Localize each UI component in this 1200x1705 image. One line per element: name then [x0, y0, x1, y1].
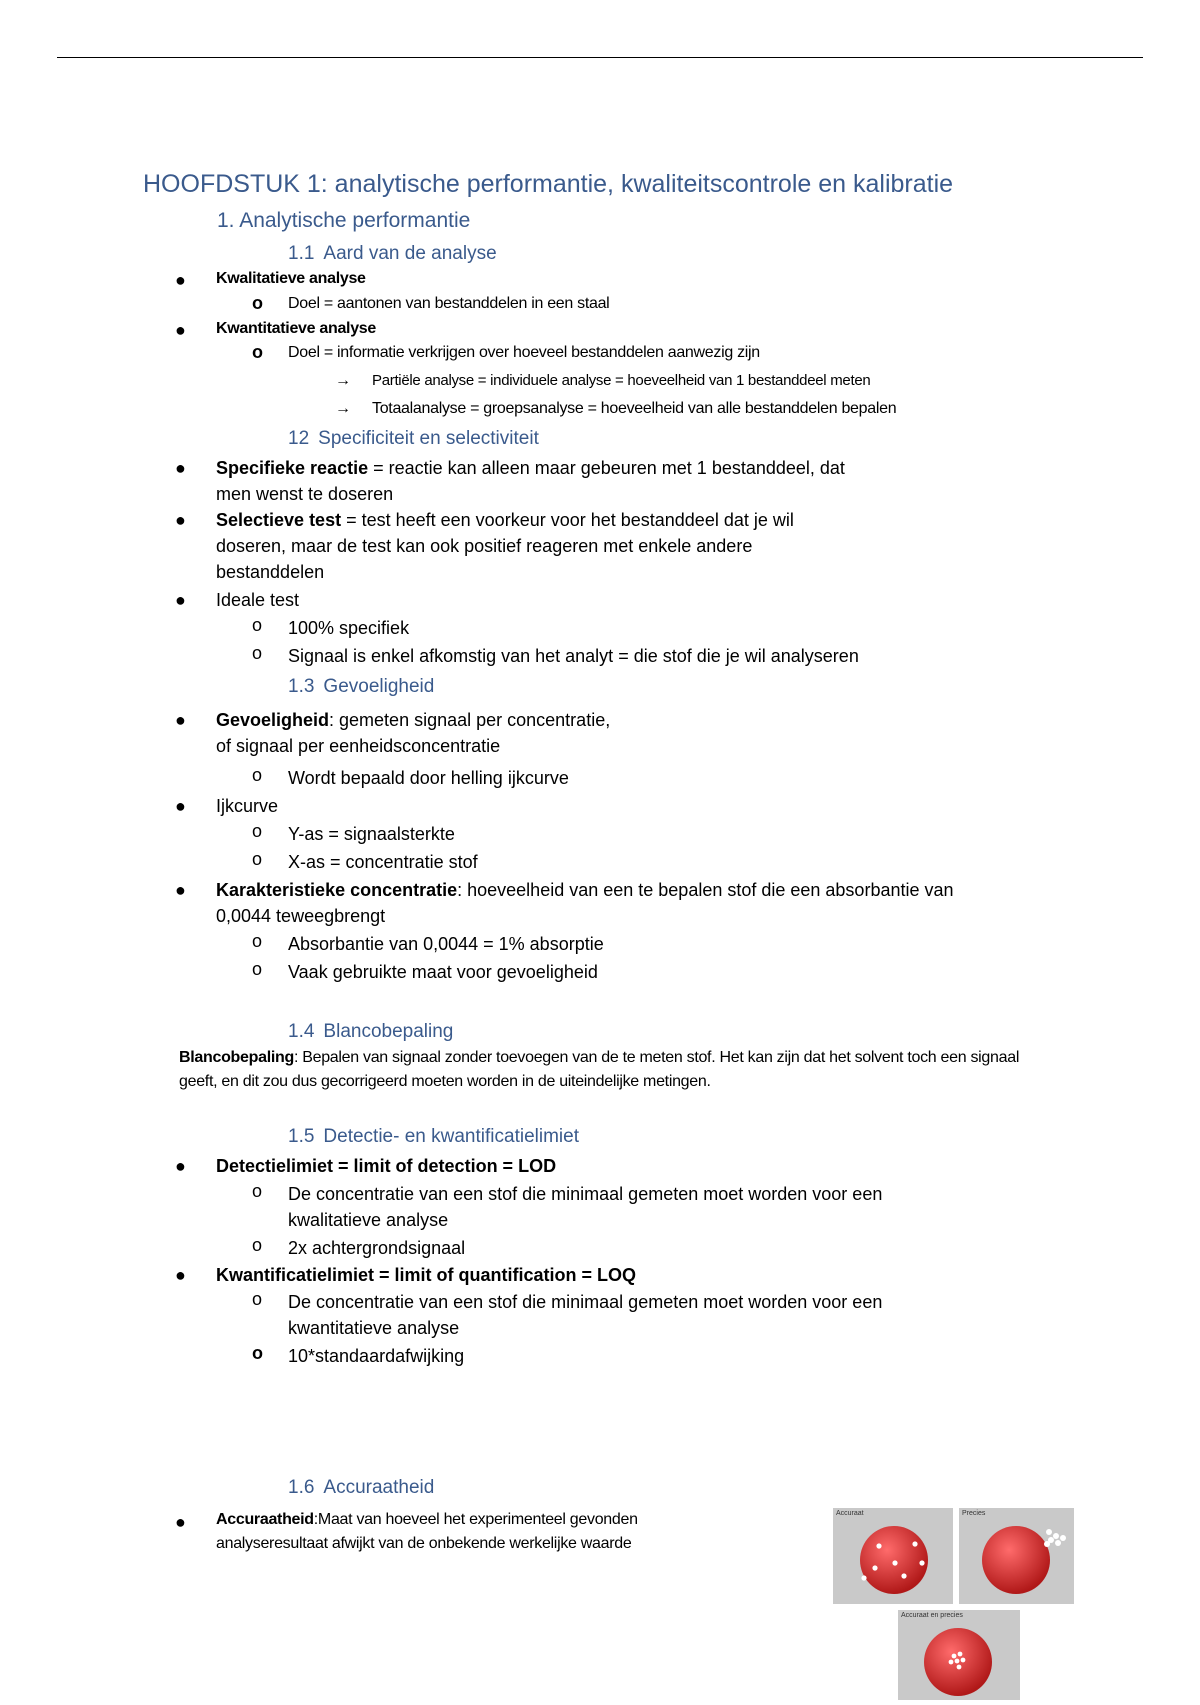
bullet-icon: ●: [175, 320, 186, 340]
list-item: [216, 877, 954, 929]
subsection-number: 1.5: [288, 1126, 315, 1147]
target-precise-icon: [959, 1508, 1074, 1604]
circle-bullet-icon: o: [252, 1235, 263, 1255]
subsection-title: Gevoeligheid: [323, 676, 435, 697]
list-item: Doel = informatie verkrijgen over hoeveel bestanddelen aanwezig zijn: [288, 344, 760, 361]
circle-bullet-icon: o: [252, 765, 263, 785]
definition-text: doseren, maar de test kan ook positief reageren met enkele andere: [216, 536, 753, 556]
definition-text: = test heeft een voorkeur voor het bestanddeel dat je wil: [341, 510, 794, 530]
subsection-title: Specificiteit en selectiviteit: [318, 428, 539, 449]
bullet-icon: ●: [175, 510, 186, 530]
definition-text: :Maat van hoeveel het experimenteel gevonden: [313, 1511, 638, 1528]
term: Accuraatheid: [216, 1511, 314, 1528]
list-item: Detectielimiet = limit of detection = LOD: [216, 1156, 557, 1176]
subsection-title: Blancobepaling: [323, 1021, 454, 1042]
circle-bullet-icon: o: [252, 643, 263, 663]
list-item-line: kwantitatieve analyse: [288, 1318, 460, 1338]
list-item: Vaak gebruikte maat voor gevoeligheid: [288, 962, 598, 982]
term: Specifieke reactie: [216, 458, 369, 478]
list-item: Ijkcurve: [216, 796, 279, 816]
term: Gevoeligheid: [216, 710, 330, 730]
list-item: 2x achtergrondsignaal: [288, 1238, 466, 1258]
bullet-icon: ●: [175, 1512, 186, 1532]
arrow-right-icon: →: [335, 372, 351, 389]
subsection-1-5-heading: [288, 1126, 579, 1148]
list-item: [216, 507, 794, 585]
figure-accurate-and-precise: [898, 1610, 1020, 1700]
figure-label: Accuraat en precies: [901, 1612, 963, 1619]
definition-text: = reactie kan alleen maar gebeuren met 1 bestanddeel, dat: [368, 458, 845, 478]
figure-precise: [959, 1508, 1074, 1604]
circle-bullet-icon: o: [252, 931, 263, 951]
bullet-icon: ●: [175, 458, 186, 478]
circle-bullet-icon: o: [252, 293, 263, 313]
definition-text: 0,0044 teweegbrengt: [216, 906, 386, 926]
definition-text: : hoeveelheid van een te bepalen stof die een absorbantie van: [457, 880, 954, 900]
definition-text: men wenst te doseren: [216, 484, 394, 504]
bullet-icon: ●: [175, 796, 186, 816]
circle-bullet-icon: o: [252, 821, 263, 841]
term: Selectieve test: [216, 510, 342, 530]
list-item: [216, 316, 376, 342]
definition-text: : gemeten signaal per concentratie,: [329, 710, 611, 730]
circle-bullet-icon: o: [252, 615, 263, 635]
list-item: Doel = aantonen van bestanddelen in een staal: [288, 295, 610, 312]
list-item: Ideale test: [216, 590, 300, 610]
definition-text: : Bepalen van signaal zonder toevoegen van de te meten stof. Het kan zijn dat het solvent toch een signaal geeft, en dit zou dus gecorrigeerd moeten worden in de uiteindelijke metingen.: [179, 1049, 1020, 1090]
circle-bullet-icon: o: [252, 1343, 263, 1363]
bullet-icon: ●: [175, 590, 186, 610]
term: Kwalitatieve analyse: [216, 270, 366, 287]
definition-text: analyseresultaat afwijkt van de onbekende werkelijke waarde: [216, 1535, 632, 1552]
list-item: [216, 1508, 638, 1556]
list-item-line: kwalitatieve analyse: [288, 1210, 449, 1230]
blanco-paragraph: [179, 1046, 1039, 1094]
bullet-icon: ●: [175, 270, 186, 290]
subsection-title: Aard van de analyse: [323, 243, 497, 264]
definition-text: of signaal per eenheidsconcentratie: [216, 736, 501, 756]
subsection-1-6-heading: [288, 1477, 434, 1499]
list-item: Absorbantie van 0,0044 = 1% absorptie: [288, 934, 604, 954]
subsection-title: Accuraatheid: [323, 1477, 435, 1498]
definition-text: bestanddelen: [216, 562, 325, 582]
list-item: [288, 1181, 882, 1233]
subsection-1-2-heading: [288, 428, 539, 450]
list-item: [288, 1289, 882, 1341]
subsection-1-1-heading: [288, 243, 497, 265]
header-rule: [57, 57, 1143, 58]
circle-bullet-icon: o: [252, 959, 263, 979]
list-item: [216, 266, 366, 292]
subsection-number: 1.1: [288, 243, 315, 264]
subsection-1-3-heading: [288, 676, 434, 698]
arrow-right-icon: →: [335, 400, 351, 417]
chapter-title: HOOFDSTUK 1: analytische performantie, kwaliteitscontrole en kalibratie: [143, 170, 954, 198]
bullet-icon: ●: [175, 880, 186, 900]
list-item: [216, 707, 610, 759]
figure-label: Accuraat: [836, 1510, 864, 1517]
list-item: [216, 455, 845, 507]
target-accurate-icon: [833, 1508, 953, 1604]
circle-bullet-icon: o: [252, 849, 263, 869]
figure-accurate: [833, 1508, 953, 1604]
list-item-line: De concentratie van een stof die minimaal gemeten moet worden voor een: [288, 1184, 883, 1204]
list-item-line: De concentratie van een stof die minimaal gemeten moet worden voor een: [288, 1292, 883, 1312]
list-item: Wordt bepaald door helling ijkcurve: [288, 768, 569, 788]
subsection-number: 1.6: [288, 1477, 315, 1498]
list-item: Kwantificatielimiet = limit of quantification = LOQ: [216, 1265, 637, 1285]
subsection-number: 12: [288, 428, 310, 449]
list-item: Totaalanalyse = groepsanalyse = hoeveelheid van alle bestanddelen bepalen: [372, 400, 897, 417]
subsection-number: 1.4: [288, 1021, 315, 1042]
figure-label: Precies: [962, 1510, 986, 1517]
list-item: X-as = concentratie stof: [288, 852, 478, 872]
term: Karakteristieke concentratie: [216, 880, 458, 900]
list-item: 100% specifiek: [288, 618, 410, 638]
term: Blancobepaling: [179, 1049, 294, 1066]
circle-bullet-icon: o: [252, 1289, 263, 1309]
subsection-1-4-heading: [288, 1021, 453, 1043]
section-title: 1. Analytische performantie: [217, 209, 471, 232]
subsection-number: 1.3: [288, 676, 315, 697]
subsection-title: Detectie- en kwantificatielimiet: [323, 1126, 579, 1147]
list-item: 10*standaardafwijking: [288, 1346, 465, 1366]
list-item: Signaal is enkel afkomstig van het analyt = die stof die je wil analyseren: [288, 646, 859, 666]
bullet-icon: ●: [175, 1156, 186, 1176]
bullet-icon: ●: [175, 1265, 186, 1285]
bullet-icon: ●: [175, 710, 186, 730]
circle-bullet-icon: o: [252, 1181, 263, 1201]
target-accurate-precise-icon: [898, 1610, 1020, 1700]
list-item: Partiële analyse = individuele analyse = hoeveelheid van 1 bestanddeel meten: [372, 372, 871, 389]
term: Kwantitatieve analyse: [216, 320, 376, 337]
circle-bullet-icon: o: [252, 342, 263, 362]
list-item: Y-as = signaalsterkte: [288, 824, 455, 844]
